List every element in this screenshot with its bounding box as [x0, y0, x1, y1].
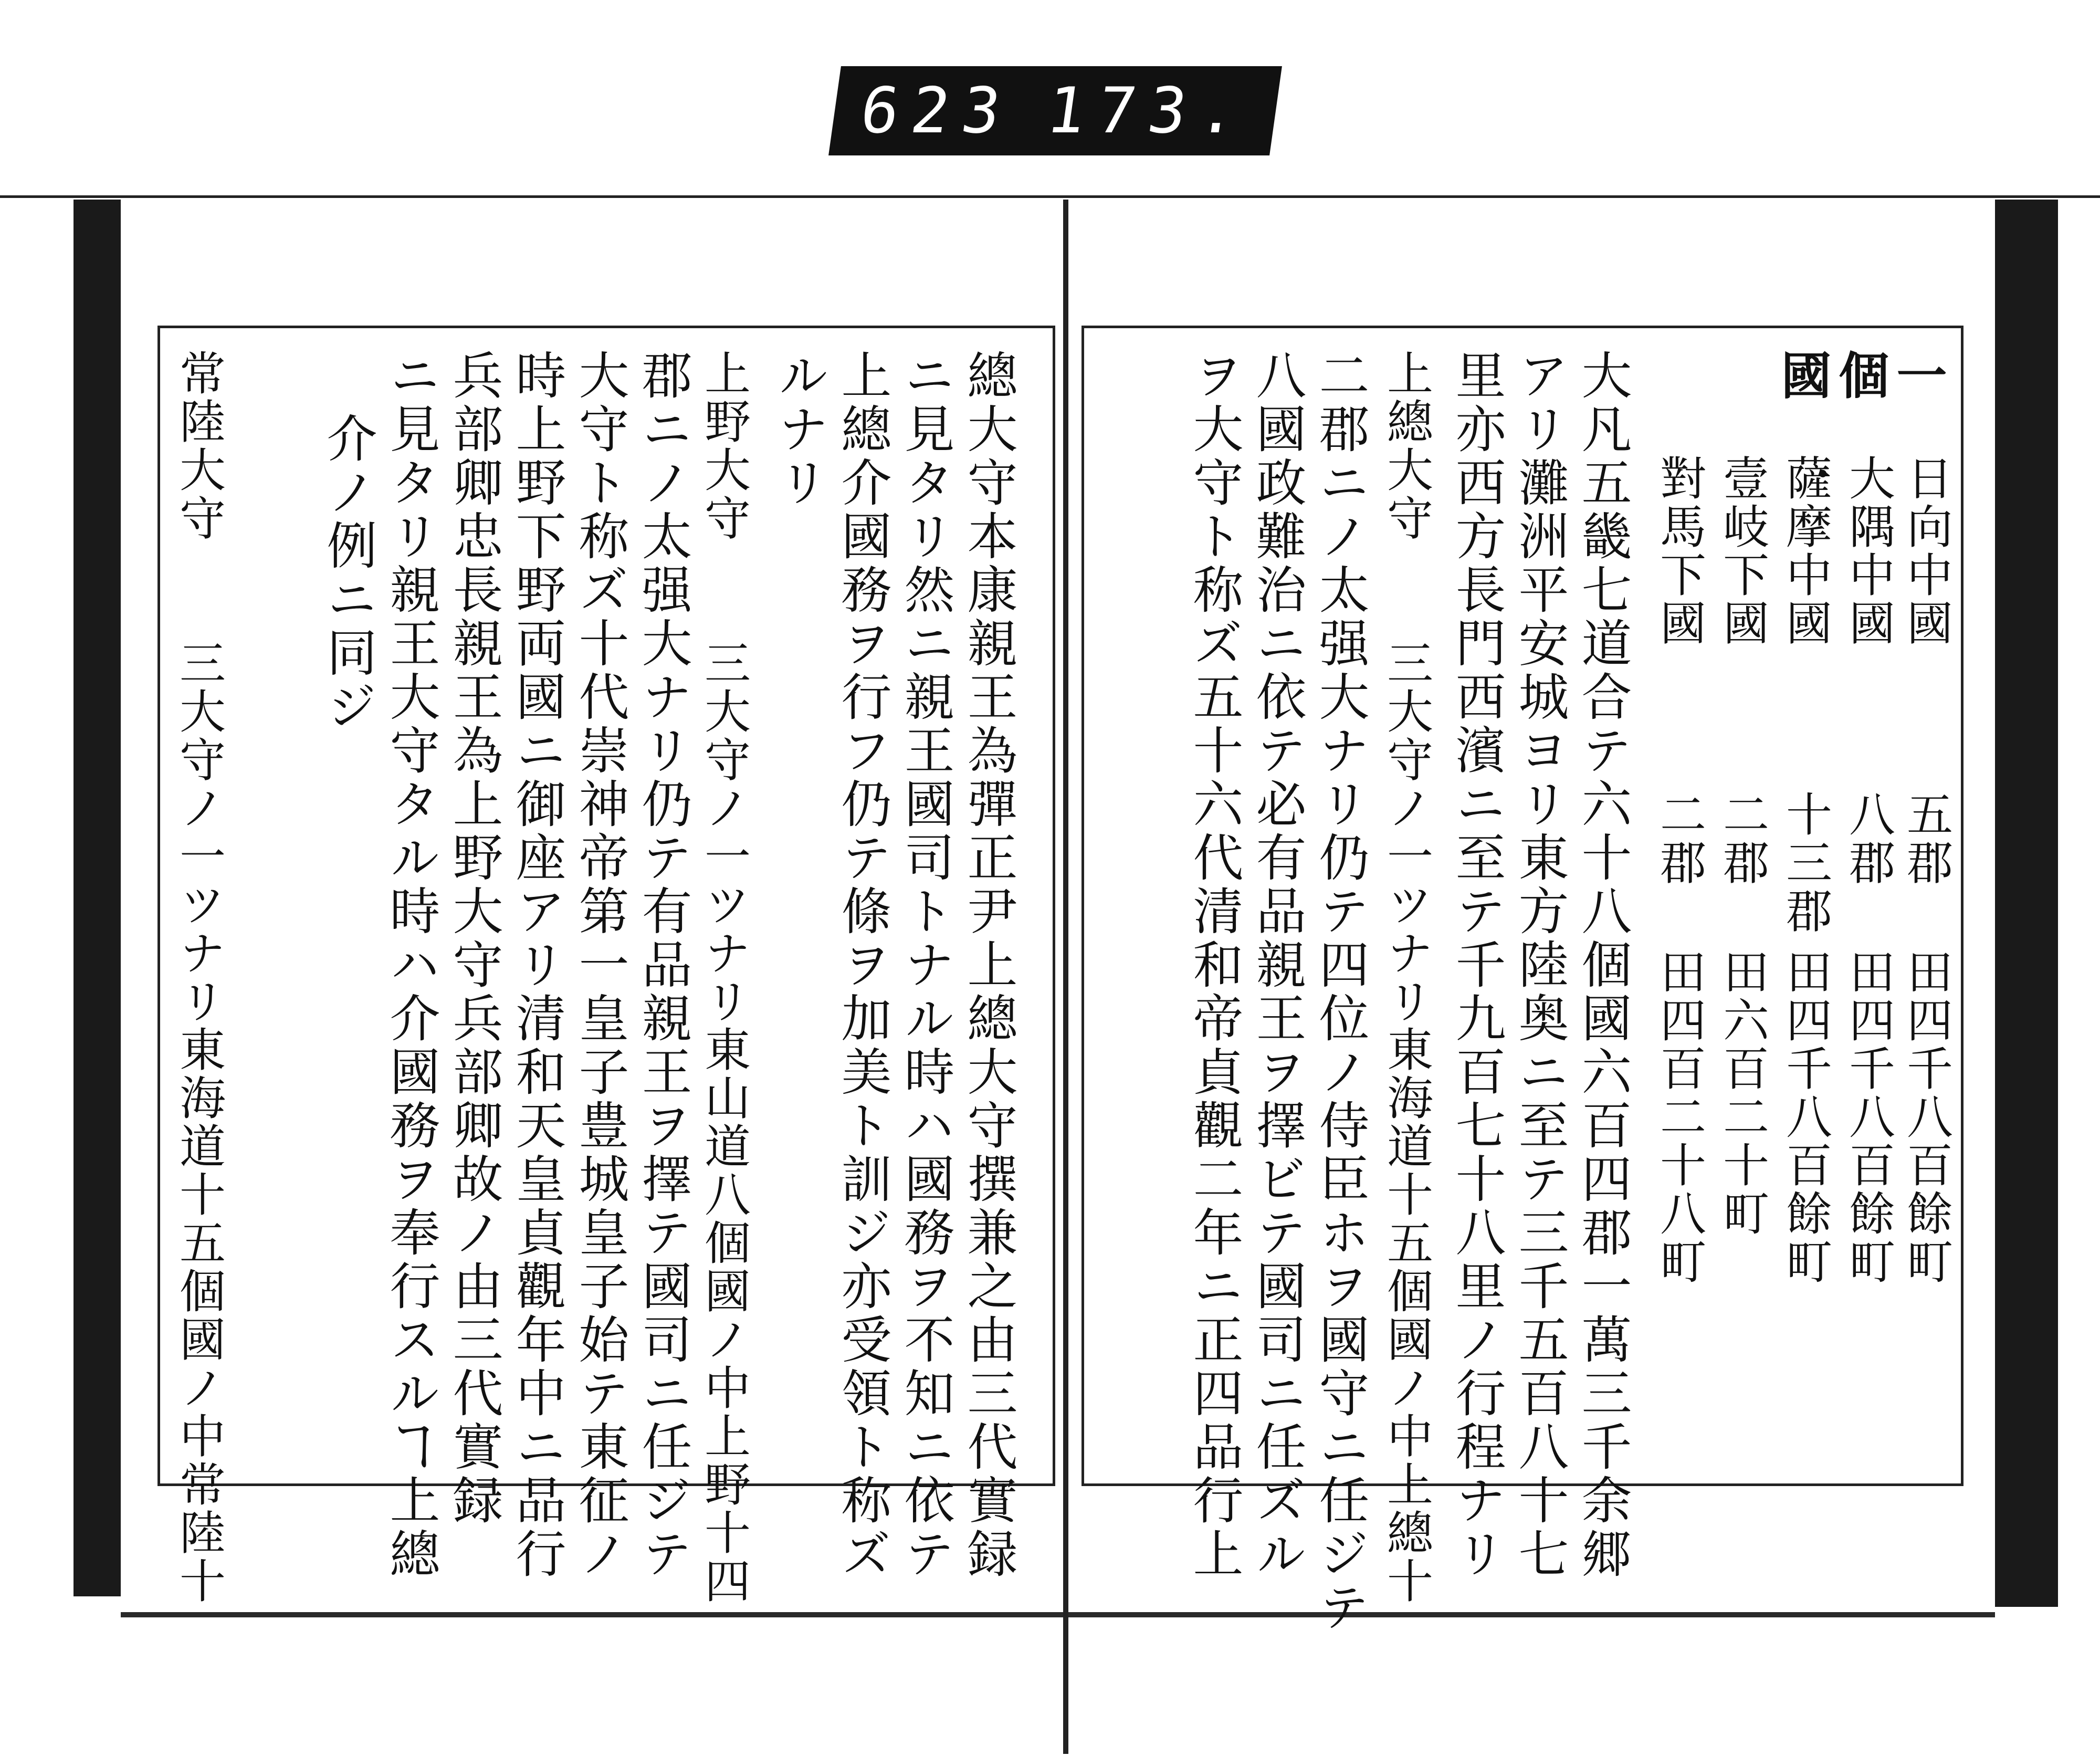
text-column: 介ノ例ニ同ジ [319, 412, 377, 734]
province-name: 日向中國 [1899, 454, 1954, 647]
text-column: ルナリ [770, 349, 829, 510]
province-gun: 十三郡 [1779, 790, 1833, 935]
book-gutter [1063, 200, 1068, 1754]
left-book-edge [74, 200, 121, 1596]
heading-char: 一 [1888, 349, 1948, 403]
text-column: 大守ト称ズ十代崇神帝第一皇子豊城皇子始テ東征ノ [571, 349, 629, 1581]
text-column: 上總介國務ヲ行フ仍テ條ヲ加美ト訓ジ亦受領ト称ズ [833, 349, 892, 1581]
province-name: 壹岐下國 [1716, 454, 1770, 647]
text-column: 兵部卿忠長親王為上野大守兵部卿故ノ由三代實録 [445, 349, 503, 1528]
right-book-edge [1995, 200, 2058, 1607]
label-number-right: 173. [1042, 74, 1255, 148]
province-den: 田六百二十町 [1716, 948, 1770, 1238]
text-column: 總大守本康親王為彈正尹上總大守撰兼之由三代實録 [959, 349, 1018, 1581]
text-column: 八國政難治ニ依テ必有品親王ヲ擇ビテ國司ニ任ズル [1248, 349, 1307, 1581]
right-page [1082, 326, 1964, 1635]
text-column: ニ見タリ親王大守タル時ハ介國務ヲ奉行スルヿ上總 [382, 349, 440, 1581]
province-den: 田四千八百餘町 [1842, 948, 1896, 1286]
text-column: 上總大守 三大守ノ一ツナリ東海道十五個國ノ中上總十 [1380, 349, 1434, 1605]
text-column: 上野大守 三大守ノ一ツナリ東山道八個國ノ中上野十四 [697, 349, 751, 1605]
province-den: 田四千八百餘町 [1899, 948, 1954, 1286]
heading-char: 國 [1773, 349, 1832, 403]
province-name: 大隅中國 [1842, 454, 1896, 647]
province-gun: 二郡 [1653, 790, 1707, 887]
province-name: 對馬下國 [1653, 454, 1707, 647]
province-den: 田四百二十八町 [1653, 948, 1707, 1286]
text-column: 大凡五畿七道合テ六十八個國六百四郡一萬三千余郷 [1573, 349, 1632, 1581]
text-column: ニ見タリ然ニ親王國司トナル時ハ國務ヲ不知ニ依テ [896, 349, 955, 1581]
text-column: アリ灘洲平安城ヨリ東方陸奥ニ至テ三千五百八十七 [1510, 349, 1569, 1581]
heading-char: 個 [1831, 349, 1890, 403]
archive-label [828, 66, 1282, 155]
province-name: 薩摩中國 [1779, 454, 1833, 647]
text-column: 時上野下野両國ニ御座アリ清和天皇貞觀年中ニ品行 [508, 349, 566, 1581]
left-page [158, 326, 1055, 1605]
province-gun: 五郡 [1899, 790, 1954, 887]
province-gun: 八郡 [1842, 790, 1896, 887]
top-rule [0, 195, 2100, 198]
text-column: 二郡ニノ太强大ナリ仍テ四位ノ侍臣ホヲ國守ニ任ジテ [1311, 349, 1370, 1635]
text-column: 郡ニノ太强大ナリ仍テ有品親王ヲ擇テ國司ニ任ジテ [634, 349, 692, 1581]
text-column: 常陸大守 三大守ノ一ツナリ東海道十五個國ノ中常陸十 [172, 349, 226, 1605]
province-den: 田四千八百餘町 [1779, 948, 1833, 1286]
text-column: 里亦西方長門西濱ニ至テ千九百七十八里ノ行程ナリ [1447, 349, 1506, 1581]
label-number-left: 623 [856, 74, 1018, 148]
province-gun: 二郡 [1716, 790, 1770, 887]
text-column: ヲ大守ト称ズ五十六代清和帝貞觀二年ニ正四品行上 [1185, 349, 1244, 1581]
